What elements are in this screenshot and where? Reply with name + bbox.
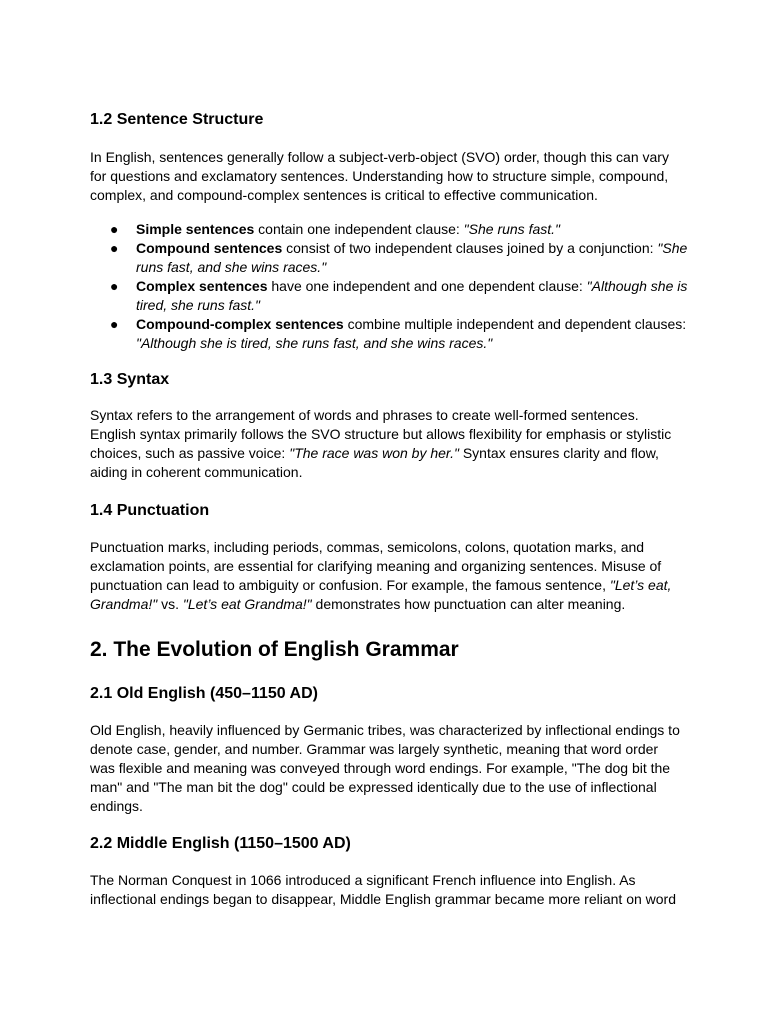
list-item-text: combine multiple independent and dependent clauses:: [343, 316, 687, 332]
section-heading-1-2: 1.2 Sentence Structure: [90, 111, 264, 128]
list-item: [90, 315, 690, 353]
section-2-2-paragraph: The Norman Conquest in 1066 introduced a significant French influence into English. As inflectional endings began to disappear, Middle English grammar became more reliant on word: [90, 872, 676, 907]
list-item-text: have one independent and one dependent clause:: [267, 278, 587, 294]
bullet-icon: ●: [110, 278, 119, 294]
paragraph-example: "Let’s eat, Grandma!": [90, 577, 672, 612]
chapter-heading-2: 2. The Evolution of English Grammar: [90, 638, 459, 661]
list-item-example: "Although she is tired, she runs fast, and she wins races.": [136, 335, 493, 351]
list-item: [90, 239, 690, 277]
sentence-types-list: [90, 220, 690, 353]
list-item: [90, 277, 690, 315]
paragraph-text: vs.: [157, 596, 183, 612]
bullet-icon: ●: [110, 316, 119, 332]
list-item-term: Compound sentences: [136, 240, 283, 256]
section-heading-1-3: 1.3 Syntax: [90, 371, 170, 388]
list-item: [90, 220, 690, 239]
section-heading-2-2: 2.2 Middle English (1150–1500 AD): [90, 835, 351, 852]
paragraph-text: Syntax refers to the arrangement of words and phrases to create well-formed sentences. English syntax primarily follows the SVO structure but allows flexibility for emphasis or stylistic choices, such as passive voice:: [90, 407, 672, 461]
section-1-2-paragraph: In English, sentences generally follow a subject-verb-object (SVO) order, though this can vary for questions and exclamatory sentences. Understanding how to structure simple, compound, complex, and compound-complex sentences is critical to effective communication.: [90, 149, 669, 203]
list-item-term: Compound-complex sentences: [136, 316, 344, 332]
section-1-4-paragraph: [90, 538, 684, 614]
section-heading-2-1: 2.1 Old English (450–1150 AD): [90, 685, 318, 702]
paragraph-text: Syntax ensures clarity and flow, aiding in coherent communication.: [90, 445, 659, 480]
paragraph-text: demonstrates how punctuation can alter meaning.: [311, 596, 626, 612]
paragraph-example: "The race was won by her.": [289, 445, 459, 461]
list-item-example: "She runs fast, and she wins races.": [136, 240, 688, 275]
list-item-example: "She runs fast.": [463, 221, 560, 237]
bullet-icon: ●: [110, 221, 119, 237]
list-item-text: consist of two independent clauses joined by a conjunction:: [282, 240, 658, 256]
section-2-1-paragraph: Old English, heavily influenced by Germanic tribes, was characterized by inflectional endings to denote case, gender, and number. Grammar was largely synthetic, meaning that word order was flexible and meaning was conveyed through word endings. For example, "The dog bit the man" and "The man bit the dog" could be expressed identically due to the use of inflectional endings.: [90, 722, 680, 814]
list-item-text: contain one independent clause:: [254, 221, 464, 237]
section-heading-1-4: 1.4 Punctuation: [90, 502, 210, 519]
paragraph-example: "Let’s eat Grandma!": [182, 596, 312, 612]
list-item-example: "Although she is tired, she runs fast.": [136, 278, 688, 313]
list-item-term: Simple sentences: [136, 221, 255, 237]
paragraph-text: Punctuation marks, including periods, commas, semicolons, colons, quotation marks, and exclamation points, are essential for clarifying meaning and organizing sentences. Misuse of punctuation can lead to ambiguity or confusion. For example, the famous sentence,: [90, 539, 662, 593]
section-1-3-paragraph: [90, 406, 684, 482]
bullet-icon: ●: [110, 240, 119, 256]
list-item-term: Complex sentences: [136, 278, 268, 294]
